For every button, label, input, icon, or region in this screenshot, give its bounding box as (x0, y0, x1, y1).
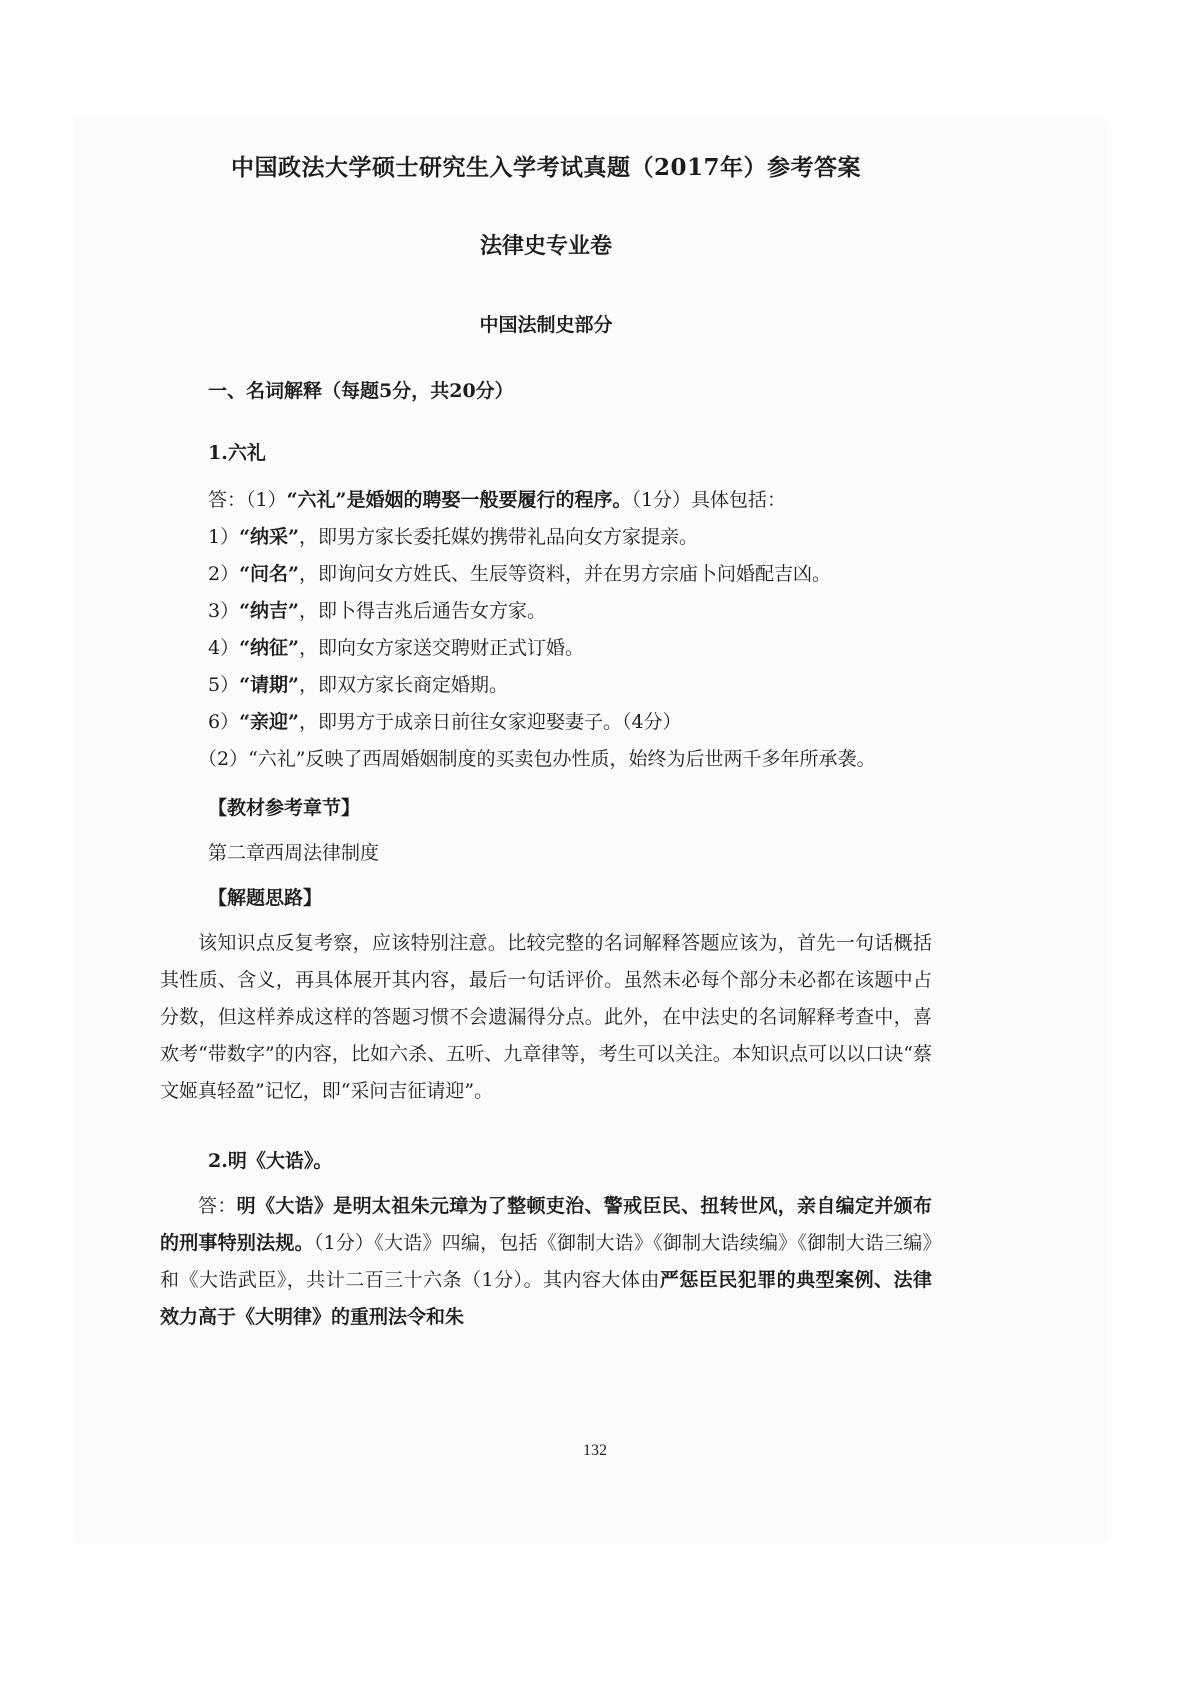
list-item: 2）“问名”，即询问女方姓氏、生辰等资料，并在男方宗庙卜问婚配吉凶。 (208, 563, 831, 585)
section-title: 中国法制史部分 (479, 314, 613, 336)
term: “问名” (239, 563, 299, 585)
answer-key-point: “六礼”是婚姻的聘娶一般要履行的程序。 (286, 489, 632, 511)
term: “亲迎” (239, 711, 299, 733)
answer-prefix: 答：（1） (208, 489, 287, 511)
textbook-reference-label: 【教材参考章节】 (208, 797, 361, 819)
solution-tips-label: 【解题思路】 (208, 887, 323, 909)
answer-key-point: 明《大诰》是明太祖朱元璋为了整顿吏治、警戒臣民、扭转世风，亲自编定并颁布的刑事特别法规。 (160, 1195, 932, 1254)
list-item: 1）“纳采”，即男方家长委托媒妁携带礼品向女方家提亲。 (208, 526, 698, 548)
question-1-conclusion: （2）“六礼”反映了西周婚姻制度的买卖包办性质，始终为后世两千多年所承袭。 (198, 748, 876, 770)
question-2-answer: 答：明《大诰》是明太祖朱元璋为了整顿吏治、警戒臣民、扭转世风，亲自编定并颁布的刑事特别法规。（1分）《大诰》四编，包括《御制大诰》《御制大诰续编》《御制大诰三编》和《大诰武臣》，共计二百三十六条（1分）。其内容大体由严惩臣民犯罪的典型案例、法律效力高于《大明律》的重刑法令和朱 (160, 1195, 932, 1328)
term: “纳采” (239, 526, 299, 548)
term: “请期” (239, 674, 299, 696)
list-item: 5）“请期”，即双方家长商定婚期。 (208, 674, 508, 696)
list-item: 6）“亲迎”，即男方于成亲日前往女家迎娶妻子。（4分） (208, 711, 682, 733)
question-1-heading: 1.六礼 (208, 442, 266, 464)
document-title: 中国政法大学硕士研究生入学考试真题（2017年）参考答案 (230, 154, 861, 181)
document-body (160, 152, 932, 1336)
answer-key-point: 严惩臣民犯罪的典型案例、法律效力高于《大明律》的重刑法令和朱 (160, 1269, 932, 1328)
question-1-answer-intro (160, 482, 932, 519)
part-heading: 一、名词解释（每题5分，共20分） (208, 380, 514, 402)
list-item: 4）“纳征”，即向女方家送交聘财正式订婚。 (208, 637, 584, 659)
textbook-reference-text: 第二章西周法律制度 (208, 842, 380, 864)
answer-score-note: （1分）具体包括： (631, 489, 787, 511)
question-2-heading: 2.明《大诰》。 (208, 1150, 333, 1172)
term: “纳征” (239, 637, 299, 659)
list-item: 3）“纳吉”，即卜得吉兆后通告女方家。 (208, 600, 546, 622)
term: “纳吉” (239, 600, 299, 622)
page-number: 132 (583, 1442, 607, 1459)
solution-tips-text: 该知识点反复考察，应该特别注意。比较完整的名词解释答题应该为，首先一句话概括其性质、含义，再具体展开其内容，最后一句话评价。虽然未必每个部分未必都在该题中占分数，但这样养成这样的答题习惯不会遗漏得分点。此外，在中法史的名词解释考查中，喜欢考“带数字”的内容，比如六杀、五听、九章律等，考生可以关注。本知识点可以以口诀“蔡文姬真轻盈”记忆，即“采问吉征请迎”。 (160, 932, 932, 1102)
document-subtitle: 法律史专业卷 (479, 233, 612, 259)
